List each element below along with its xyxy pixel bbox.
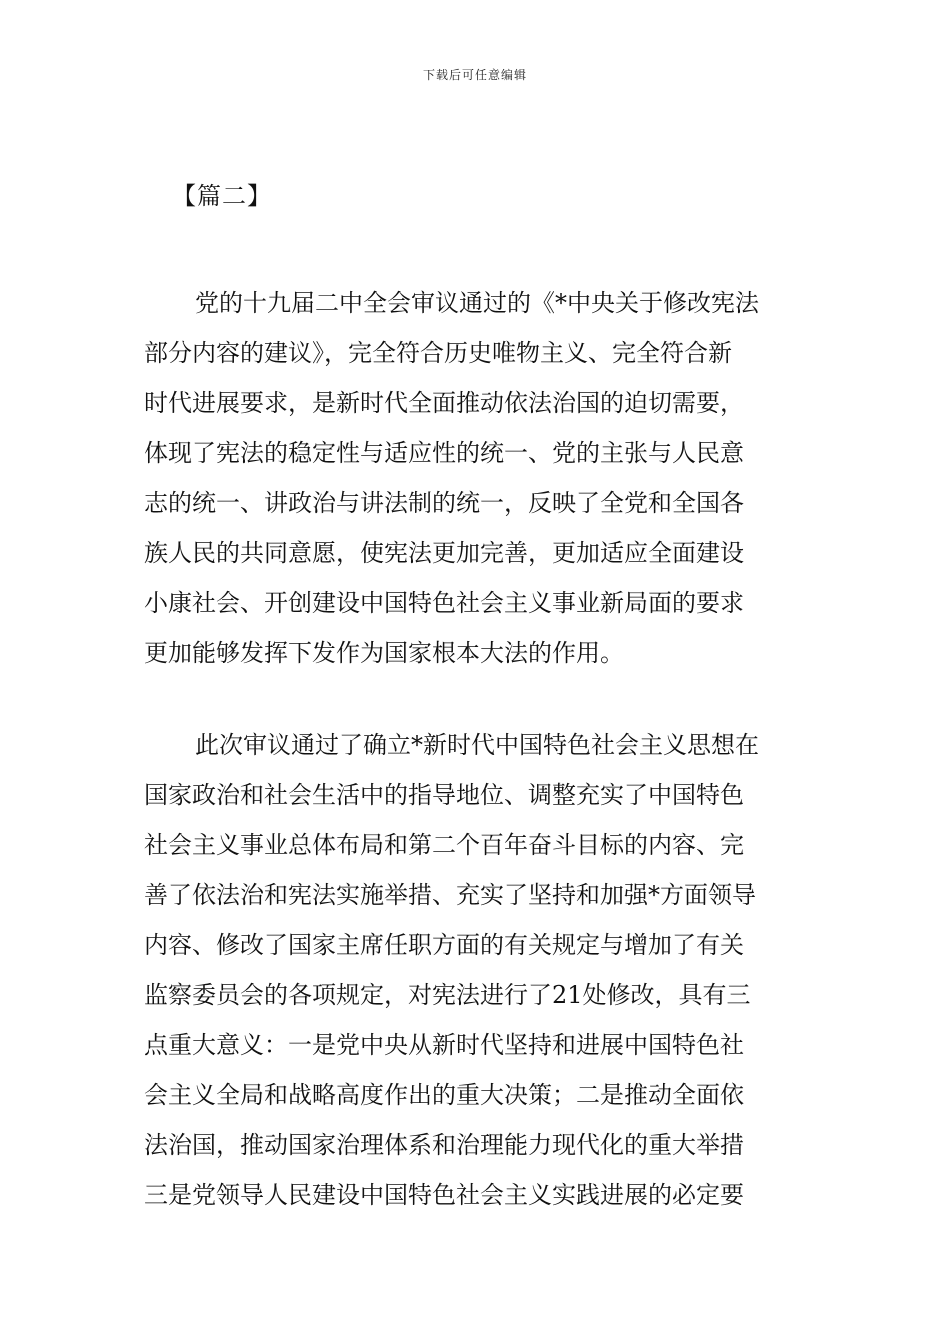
paragraph-line: 更加能够发挥下发作为国家根本大法的作用。 (144, 639, 624, 667)
paragraph-line: 内容、修改了国家主席任职方面的有关规定与增加了有关 (144, 931, 744, 959)
paragraph-line: 时代进展要求，是新时代全面推动依法治国的迫切需要， (144, 389, 744, 417)
paragraph-1 (144, 278, 808, 678)
paragraph-line: 善了依法治和宪法实施举措、充实了坚持和加强*方面领导 (144, 881, 756, 909)
header-note: 下载后可任意编辑 (422, 68, 527, 82)
paragraph-line: 党的十九届二中全会审议通过的《*中央关于修改宪法 (195, 289, 759, 317)
paragraph-line: 会主义全局和战略高度作出的重大决策；二是推动全面依 (144, 1081, 744, 1109)
paragraph-line: 社会主义事业总体布局和第二个百年奋斗目标的内容、完 (144, 831, 744, 859)
paragraph-line: 法治国，推动国家治理体系和治理能力现代化的重大举措 (144, 1131, 744, 1159)
paragraph-2 (144, 720, 808, 1220)
paragraph-line: 此次审议通过了确立*新时代中国特色社会主义思想在 (195, 731, 759, 759)
section-title: 【篇二】 (172, 182, 272, 210)
paragraph-line: 志的统一、讲政治与讲法制的统一，反映了全党和全国各 (144, 489, 744, 517)
paragraph-line: 部分内容的建议》，完全符合历史唯物主义、完全符合新 (144, 339, 732, 367)
paragraph-line: 三是党领导人民建设中国特色社会主义实践进展的必定要 (144, 1181, 744, 1209)
paragraph-line: 小康社会、开创建设中国特色社会主义事业新局面的要求 (144, 589, 744, 617)
paragraph-line: 国家政治和社会生活中的指导地位、调整充实了中国特色 (144, 781, 744, 809)
paragraph-line: 体现了宪法的稳定性与适应性的统一、党的主张与人民意 (144, 439, 744, 467)
paragraph-line: 族人民的共同意愿，使宪法更加完善，更加适应全面建设 (144, 539, 744, 567)
paragraph-line: 监察委员会的各项规定，对宪法进行了21处修改，具有三 (144, 981, 751, 1009)
paragraph-line: 点重大意义：一是党中央从新时代坚持和进展中国特色社 (144, 1031, 744, 1059)
